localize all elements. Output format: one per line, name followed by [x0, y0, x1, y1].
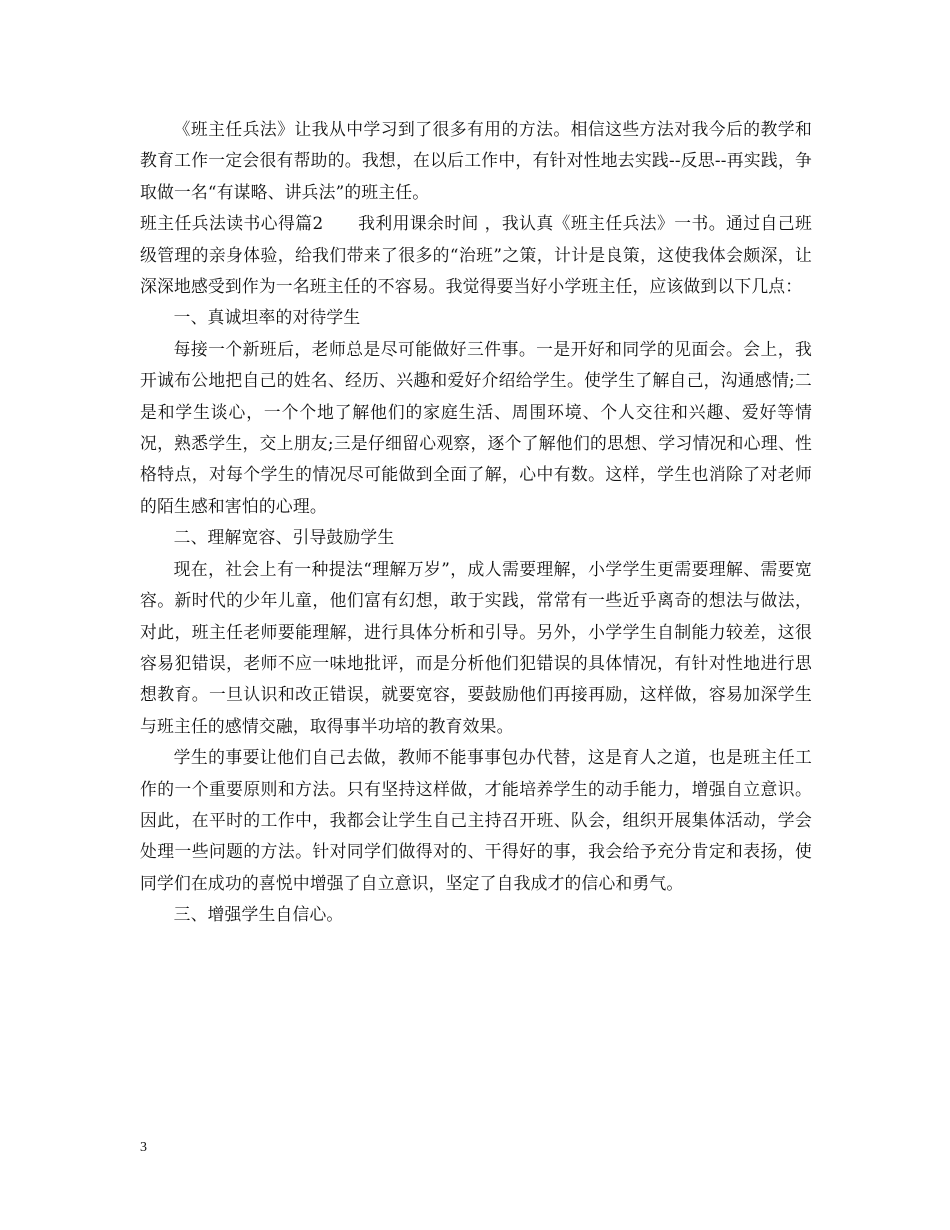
paragraph-intro: 《班主任兵法》让我从中学习到了很多有用的方法。相信这些方法对我今后的教学和教育工作一定会很有帮助的。我想，在以后工作中，有针对性地去实践--反思--再实践，争取做一名“有谋略、讲兵法”的班主任。 — [140, 119, 812, 202]
paragraph-article-heading: 班主任兵法读书心得篇2 我利用课余时间 ，我认真《班主任兵法》一书。通过自己班级管理的亲身体验，给我们带来了很多的“治班”之策，计计是良策，这使我体会颇深，让深深地感受到作为一名班主任的不容易。我觉得要当好小学班主任，应该做到以下几点： — [140, 213, 812, 297]
page-number: 3 — [140, 1140, 147, 1155]
section-heading-3: 三、增强学生自信心。 — [173, 904, 344, 925]
document-body — [140, 114, 812, 931]
paragraph-section-2a: 现在，社会上有一种提法“理解万岁”，成人需要理解，小学学生更需要理解、需要宽容。新时代的少年儿童，他们富有幻想，敢于实践，常常有一些近乎离奇的想法与做法，对此，班主任老师要能理解，进行具体分析和引导。另外，小学学生自制能力较差，这很容易犯错误，老师不应一味地批评，而是分析他们犯错误的具体情况，有针对性地进行思想教育。一旦认识和改正错误，就要宽容，要鼓励他们再接再励，这样做，容易加深学生与班主任的感情交融，取得事半功培的教育效果。 — [140, 558, 812, 736]
section-heading-2: 二、理解宽容、引导鼓励学生 — [173, 527, 395, 548]
paragraph-section-1: 每接一个新班后，老师总是尽可能做好三件事。一是开好和同学的见面会。会上，我开诚布公地把自己的姓名、经历、兴趣和爱好介绍给学生。使学生了解自己，沟通感情;二是和学生谈心，一个个地了解他们的家庭生活、周围环境、个人交往和兴趣、爱好等情况，熟悉学生，交上朋友;三是仔细留心观察，逐个了解他们的思想、学习情况和心理、性格特点，对每个学生的情况尽可能做到全面了解，心中有数。这样，学生也消除了对老师的陌生感和害怕的心理。 — [140, 338, 812, 516]
paragraph-section-2b: 学生的事要让他们自己去做，教师不能事事包办代替，这是育人之道，也是班主任工作的一个重要原则和方法。只有坚持这样做，才能培养学生的动手能力，增强自立意识。因此，在平时的工作中，我都会让学生自己主持召开班、队会，组织开展集体活动，学会处理一些问题的方法。针对同学们做得对的、干得好的事，我会给予充分肯定和表扬，使同学们在成功的喜悦中增强了自立意识，坚定了自我成才的信心和勇气。 — [140, 747, 812, 893]
section-heading-1: 一、真诚坦率的对待学生 — [173, 307, 361, 328]
